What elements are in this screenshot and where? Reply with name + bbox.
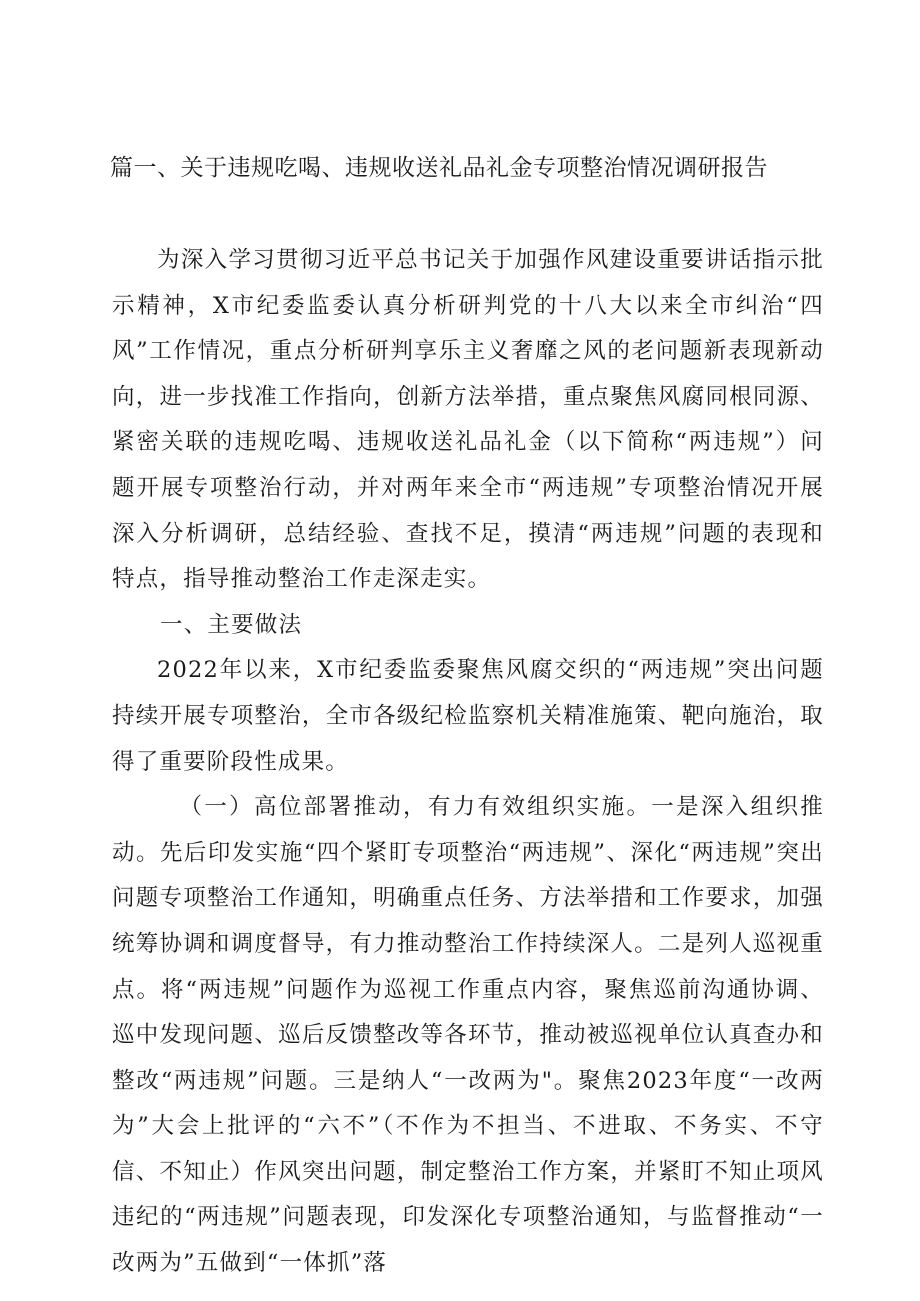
subsection-paragraph: （一）高位部署推动，有力有效组织实施。一是深入组织推动。先后印发实施“四个紧盯专项整治“两违规”、深化“两违规”突出问题专项整治工作通知，明确重点任务、方法举措和工作要求，加强统筹协调和调度督导，有力推动整治工作持续深人。二是列人巡视重点。将“两违规”问题作为巡视工作重点内容，聚焦巡前沟通协调、巡中发现问题、巡后反馈整改等各环节，推动被巡视单位认真查办和整改“两违规”问题。三是纳人“一改两为"。聚焦2023年度“一改两为”大会上批评的“六不”（不作为不担当、不进取、不务实、不守信、不知止）作风突出问题，制定整治工作方案，并紧盯不知止项风违纪的“两违规”问题表现，印发深化专项整治通知，与监督推动“一改两为”五做到“一体抓”落 xyxy=(112,794,824,1277)
section-paragraph: 2022年以来，X市纪委监委聚焦风腐交织的“两违规”突出问题持续开展专项整治，全市各级纪检监察机关精准施策、靶向施治，取得了重要阶段性成果。 xyxy=(112,657,824,775)
document-title: 篇一、关于违规吃喝、违规收送礼品礼金专项整治情况调研报告 xyxy=(110,155,768,181)
section-heading: 一、主要做法 xyxy=(160,611,303,638)
intro-paragraph: 为深入学习贯彻习近平总书记关于加强作风建设重要讲话指示批示精神，X市纪委监委认真分析研判党的十八大以来全市纠治“四风”工作情况，重点分析研判享乐主义奢靡之风的老问题新表现新动向，进一步找准工作指向，创新方法举措，重点聚焦风腐同根同源、紧密关联的违规吃喝、违规收送礼品礼金（以下简称“两违规”）问题开展专项整治行动，并对两年来全市“两违规”专项整治情况开展深入分析调研，总结经验、查找不足，摸清“两违规”问题的表现和特点，指导推动整治工作走深走实。 xyxy=(112,247,824,593)
document-body xyxy=(112,238,824,1287)
